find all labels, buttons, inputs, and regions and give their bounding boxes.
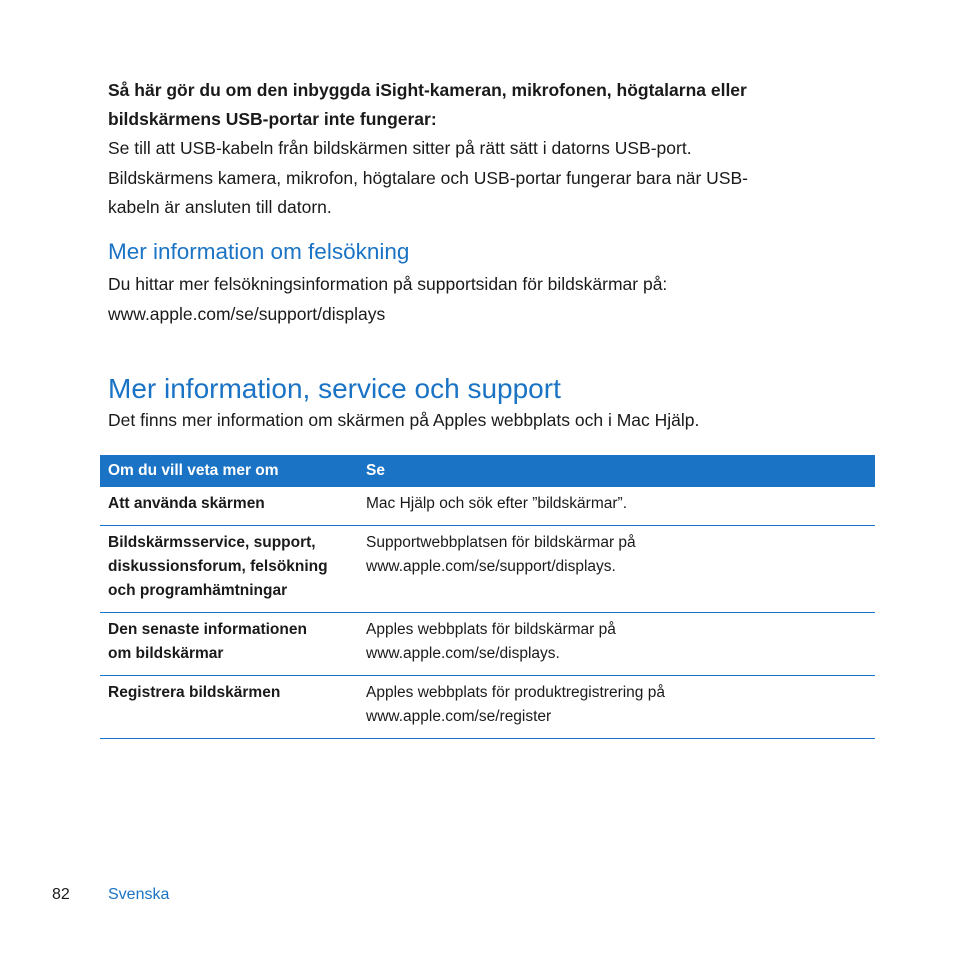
cell-line: Att använda skärmen [108,495,265,512]
table-cell-see [358,676,875,739]
table-cell-see [358,526,875,613]
cell-line: Den senaste informationen [108,621,307,638]
troubleshooting-answer [108,134,828,223]
cell-line: Mac Hjälp och sök efter ”bildskärmar”. [366,495,627,512]
info-table [100,455,875,739]
troubleshooting-info-text [108,270,828,329]
cell-line: Supportwebbplatsen för bildskärmar på [366,534,636,551]
answer-line: Se till att USB-kabeln från bildskärmen sitter på rätt sätt i datorns USB-port. [108,138,692,158]
answer-line: Bildskärmens kamera, mikrofon, högtalare och USB-portar fungerar bara när USB- [108,167,748,188]
table-header-see: Se [358,455,875,487]
table-cell-topic [100,613,358,676]
cell-line: www.apple.com/se/displays. [366,645,560,662]
table-row [100,487,875,526]
table-header-topic: Om du vill veta mer om [100,455,358,487]
cell-line: Apples webbplats för produktregistrering på [366,684,665,701]
support-url: www.apple.com/se/support/displays [108,303,386,324]
cell-line: www.apple.com/se/support/displays. [366,558,616,575]
page-number: 82 [52,886,70,903]
table-header-row [100,455,875,487]
answer-line: kabeln är ansluten till datorn. [108,197,332,217]
table-cell-topic [100,487,358,526]
section-heading-service-support: Mer information, service och support [108,373,561,404]
cell-line: diskussionsforum, felsökning [108,558,328,575]
service-intro-text: Det finns mer information om skärmen på Apples webbplats och i Mac Hjälp. [108,410,700,430]
cell-line: om bildskärmar [108,645,224,662]
info-line: Du hittar mer felsökningsinformation på supportsidan för bildskärmar på: [108,274,668,294]
cell-line: och programhämtningar [108,582,288,599]
table-row [100,613,875,676]
table-cell-topic [100,676,358,739]
table-cell-see [358,613,875,676]
table-cell-topic [100,526,358,613]
cell-line: Bildskärmsservice, support, [108,534,316,551]
cell-line: Registrera bildskärmen [108,684,281,701]
footer-language: Svenska [108,886,170,903]
table-row [100,526,875,613]
cell-line: www.apple.com/se/register [366,708,552,725]
troubleshooting-question: Så här gör du om den inbyggda iSight-kameran, mikrofonen, högtalarna eller bildskärmens USB-portar inte fungerar: [108,80,747,129]
table-row [100,676,875,739]
section-heading-troubleshooting: Mer information om felsökning [108,239,410,264]
table-cell-see [358,487,875,526]
cell-line: Apples webbplats för bildskärmar på [366,621,616,638]
